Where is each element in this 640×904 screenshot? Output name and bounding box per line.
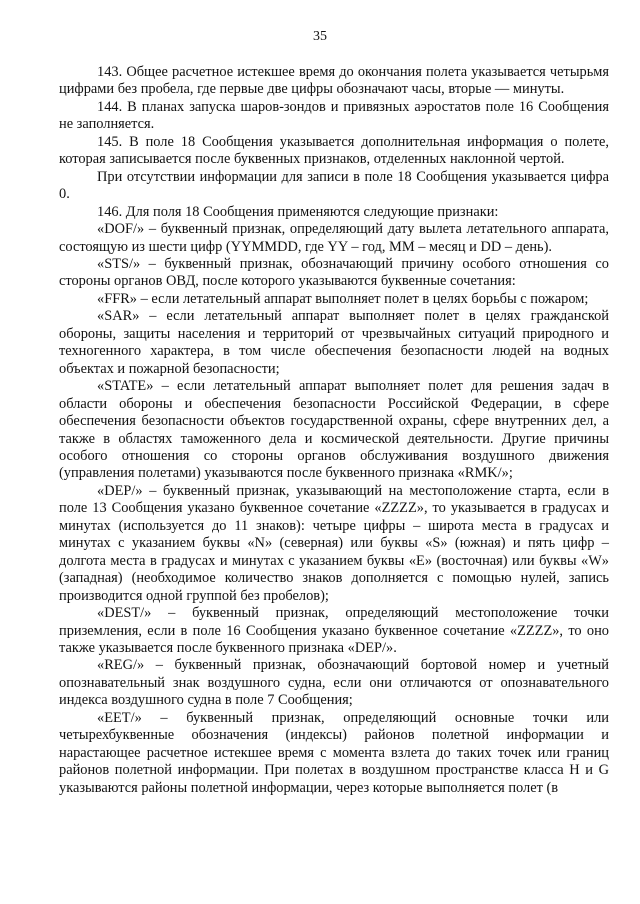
paragraph-eet: «EET/» – буквенный признак, определяющий основные точки или четырехбуквенные обозначения (индексы) районов полетной информации и нарастающее расчетное истекшее время с момента взлета до таких точек или границ районов полетной информации. При полетах в воздушном пространстве класса H и G указываются районы полетной информации, через которые выполняется полет (в [59, 709, 609, 796]
paragraph-state: «STATE» – если летательный аппарат выполняет полет для решения задач в области обороны и обеспечения безопасности Российской Федерации, в сфере обеспечения безопасности объектов государственной охраны, сфере внутренних дел, а также в областях таможенного дела и космической деятельности. Другие причины особого отношения со стороны органов обслуживания воздушного движения (управления полетами) указываются после буквенного признака «RMK/»; [59, 378, 609, 482]
paragraph-sts: «STS/» – буквенный признак, обозначающий причину особого отношения со стороны органов ОВД, после которого указываются буквенные сочетания: [59, 255, 609, 290]
paragraph-sar: «SAR» – если летательный аппарат выполняет полет в целях гражданской обороны, защиты населения и территорий от чрезвычайных ситуаций природного и техногенного характера, в том числе обеспечения безопасности людей на водных объектах и пожарной безопасности; [59, 308, 609, 377]
paragraph-146: 146. Для поля 18 Сообщения применяются следующие признаки: [97, 203, 499, 220]
paragraph-ffr: «FFR» – если летательный аппарат выполняет полет в целях борьбы с пожаром; [97, 290, 589, 307]
paragraph-dest: «DEST/» – буквенный признак, определяющий местоположение точки приземления, если в поле 16 Сообщения указано буквенное сочетание «ZZZZ», то оно также указывается после буквенного признака «DEP/». [59, 605, 609, 656]
paragraph-145: 145. В поле 18 Сообщения указывается дополнительная информация о полете, которая записывается после буквенных признаков, отделенных наклонной чертой. [59, 133, 609, 168]
document-body [59, 64, 609, 797]
paragraph-no-info: При отсутствии информации для записи в поле 18 Сообщения указывается цифра 0. [59, 168, 609, 203]
paragraph-144: 144. В планах запуска шаров-зондов и привязных аэростатов поле 16 Сообщения не заполняется. [59, 98, 609, 133]
paragraph-dep: «DEP/» – буквенный признак, указывающий на местоположение старта, если в поле 13 Сообщения указано буквенное сочетание «ZZZZ», то указывается в градусах и минутах (используется до 11 знаков): четыре цифры – широта места в градусах и минутах с указанием буквы «N» (северная) или буквы «S» (южная) и пять цифр – долгота места в градусах и минутах с указанием буквы «E» (восточная) или буквы «W» (западная) (необходимое количество знаков дополняется с помощью нулей, запись производится одной группой без пробелов); [59, 482, 609, 604]
paragraph-143: 143. Общее расчетное истекшее время до окончания полета указывается четырьмя цифрами без пробела, где первые две цифры обозначают часы, вторые — минуты. [59, 64, 609, 98]
paragraph-dof: «DOF/» – буквенный признак, определяющий дату вылета летательного аппарата, состоящую из шести цифр (YYMMDD, где YY – год, MM – месяц и DD – день). [59, 221, 609, 255]
paragraph-reg: «REG/» – буквенный признак, обозначающий бортовой номер и учетный опознавательный знак воздушного судна, если они отличаются от опознавательного индекса воздушного судна в поле 7 Сообщения; [59, 657, 609, 709]
page-number: 35 [313, 29, 327, 44]
